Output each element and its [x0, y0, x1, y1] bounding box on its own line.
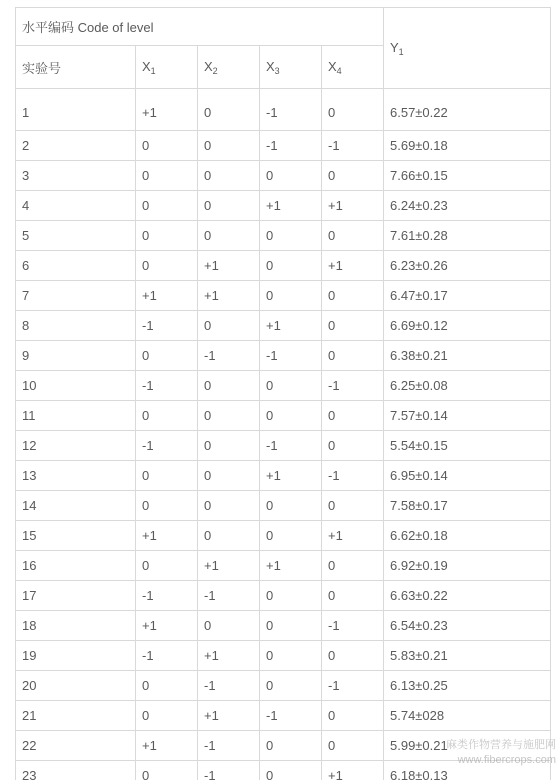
cell-y1: 5.69±0.18	[384, 131, 551, 161]
cell-x3: +1	[260, 191, 322, 221]
y1-header: $Y_1$	[384, 8, 551, 89]
cell-x2: +1	[198, 251, 260, 281]
cell-x1: 0	[136, 491, 198, 521]
watermark	[446, 738, 556, 768]
cell-experiment-no: 9	[16, 341, 136, 371]
experiment-table	[15, 7, 551, 780]
watermark-line-2: www.fibercrops.com	[457, 754, 556, 766]
cell-x3: +1	[260, 551, 322, 581]
cell-x2: -1	[198, 731, 260, 761]
cell-y1: 6.24±0.23	[384, 191, 551, 221]
cell-x1: 0	[136, 461, 198, 491]
cell-x2: 0	[198, 431, 260, 461]
cell-x4: 0	[322, 89, 384, 131]
cell-x3: -1	[260, 341, 322, 371]
cell-x3: 0	[260, 251, 322, 281]
table-row	[16, 611, 551, 641]
cell-x2: 0	[198, 371, 260, 401]
table-row	[16, 401, 551, 431]
cell-x1: 0	[136, 221, 198, 251]
cell-x1: +1	[136, 521, 198, 551]
x1-header: $X_1$	[136, 46, 198, 89]
cell-x4: -1	[322, 611, 384, 641]
table-row	[16, 671, 551, 701]
cell-x1: -1	[136, 431, 198, 461]
cell-x1: -1	[136, 311, 198, 341]
cell-x1: -1	[136, 371, 198, 401]
cell-x3: 0	[260, 611, 322, 641]
cell-x3: 0	[260, 581, 322, 611]
cell-x1: 0	[136, 191, 198, 221]
cell-x2: +1	[198, 551, 260, 581]
cell-x3: 0	[260, 641, 322, 671]
cell-experiment-no: 23	[16, 761, 136, 780]
cell-x3: -1	[260, 89, 322, 131]
table-row	[16, 371, 551, 401]
cell-x2: 0	[198, 221, 260, 251]
cell-y1: 5.74±028	[384, 701, 551, 731]
cell-x2: 0	[198, 89, 260, 131]
cell-experiment-no: 21	[16, 701, 136, 731]
cell-x4: 0	[322, 281, 384, 311]
table-row	[16, 89, 551, 131]
cell-x3: 0	[260, 371, 322, 401]
experiment-no-header: 实验号	[16, 46, 136, 89]
cell-y1: 5.83±0.21	[384, 641, 551, 671]
cell-x2: 0	[198, 461, 260, 491]
code-of-level-header: 水平编码 Code of level	[16, 8, 384, 46]
cell-y1: 5.99±0.21	[384, 731, 551, 761]
cell-experiment-no: 3	[16, 161, 136, 191]
cell-x2: 0	[198, 191, 260, 221]
cell-x3: 0	[260, 161, 322, 191]
cell-experiment-no: 5	[16, 221, 136, 251]
cell-x3: 0	[260, 281, 322, 311]
cell-x4: 0	[322, 341, 384, 371]
cell-x1: 0	[136, 341, 198, 371]
cell-x2: +1	[198, 281, 260, 311]
cell-x2: -1	[198, 581, 260, 611]
cell-x3: 0	[260, 401, 322, 431]
cell-x1: -1	[136, 641, 198, 671]
table-row	[16, 641, 551, 671]
cell-experiment-no: 19	[16, 641, 136, 671]
cell-y1: 6.25±0.08	[384, 371, 551, 401]
cell-x1: 0	[136, 401, 198, 431]
cell-x3: +1	[260, 311, 322, 341]
cell-x1: +1	[136, 89, 198, 131]
table-row	[16, 281, 551, 311]
cell-experiment-no: 12	[16, 431, 136, 461]
table-row	[16, 431, 551, 461]
cell-experiment-no: 18	[16, 611, 136, 641]
cell-x1: +1	[136, 281, 198, 311]
table-row	[16, 461, 551, 491]
cell-experiment-no: 10	[16, 371, 136, 401]
cell-x4: +1	[322, 761, 384, 780]
cell-x2: 0	[198, 491, 260, 521]
cell-experiment-no: 7	[16, 281, 136, 311]
cell-experiment-no: 15	[16, 521, 136, 551]
cell-x2: 0	[198, 521, 260, 551]
cell-x1: 0	[136, 161, 198, 191]
cell-experiment-no: 6	[16, 251, 136, 281]
cell-x4: 0	[322, 401, 384, 431]
cell-x1: 0	[136, 131, 198, 161]
cell-experiment-no: 16	[16, 551, 136, 581]
table-row	[16, 551, 551, 581]
cell-experiment-no: 17	[16, 581, 136, 611]
cell-x4: +1	[322, 191, 384, 221]
x2-header: $X_2$	[198, 46, 260, 89]
cell-x3: 0	[260, 521, 322, 551]
cell-y1: 6.18±0.13	[384, 761, 551, 780]
table-row	[16, 521, 551, 551]
cell-y1: 6.57±0.22	[384, 89, 551, 131]
cell-x4: 0	[322, 641, 384, 671]
cell-y1: 6.69±0.12	[384, 311, 551, 341]
table-row	[16, 311, 551, 341]
cell-y1: 6.95±0.14	[384, 461, 551, 491]
cell-y1: 6.13±0.25	[384, 671, 551, 701]
table-row	[16, 161, 551, 191]
cell-experiment-no: 14	[16, 491, 136, 521]
table-row	[16, 251, 551, 281]
cell-x2: -1	[198, 671, 260, 701]
cell-x3: 0	[260, 731, 322, 761]
cell-x4: -1	[322, 131, 384, 161]
cell-x1: 0	[136, 551, 198, 581]
table-body	[16, 89, 551, 780]
cell-x1: 0	[136, 761, 198, 780]
cell-experiment-no: 8	[16, 311, 136, 341]
cell-y1: 7.66±0.15	[384, 161, 551, 191]
cell-x4: 0	[322, 731, 384, 761]
cell-experiment-no: 2	[16, 131, 136, 161]
cell-experiment-no: 20	[16, 671, 136, 701]
x4-header: $X_4$	[322, 46, 384, 89]
table-row	[16, 221, 551, 251]
table-row	[16, 341, 551, 371]
header-row-1	[16, 8, 551, 46]
cell-y1: 7.57±0.14	[384, 401, 551, 431]
cell-x4: 0	[322, 701, 384, 731]
cell-x2: 0	[198, 161, 260, 191]
cell-x4: 0	[322, 431, 384, 461]
cell-x1: +1	[136, 611, 198, 641]
cell-x4: -1	[322, 461, 384, 491]
cell-y1: 6.62±0.18	[384, 521, 551, 551]
cell-x4: 0	[322, 161, 384, 191]
cell-experiment-no: 4	[16, 191, 136, 221]
cell-x4: 0	[322, 221, 384, 251]
table-row	[16, 581, 551, 611]
cell-x4: 0	[322, 581, 384, 611]
cell-x3: -1	[260, 131, 322, 161]
cell-experiment-no: 11	[16, 401, 136, 431]
cell-x4: 0	[322, 311, 384, 341]
cell-x4: +1	[322, 251, 384, 281]
cell-x2: -1	[198, 341, 260, 371]
cell-x3: 0	[260, 761, 322, 780]
cell-x3: -1	[260, 431, 322, 461]
cell-y1: 6.92±0.19	[384, 551, 551, 581]
cell-x3: -1	[260, 701, 322, 731]
cell-x4: -1	[322, 671, 384, 701]
cell-x4: +1	[322, 521, 384, 551]
cell-x1: 0	[136, 251, 198, 281]
cell-x2: 0	[198, 611, 260, 641]
x3-header: $X_3$	[260, 46, 322, 89]
cell-x4: 0	[322, 551, 384, 581]
cell-y1: 6.47±0.17	[384, 281, 551, 311]
cell-experiment-no: 13	[16, 461, 136, 491]
cell-x2: 0	[198, 311, 260, 341]
cell-x3: 0	[260, 491, 322, 521]
cell-x2: +1	[198, 641, 260, 671]
table-row	[16, 491, 551, 521]
table-row	[16, 191, 551, 221]
cell-x4: 0	[322, 491, 384, 521]
table-row	[16, 131, 551, 161]
cell-x2: -1	[198, 761, 260, 780]
cell-x3: +1	[260, 461, 322, 491]
cell-experiment-no: 1	[16, 89, 136, 131]
cell-x3: 0	[260, 671, 322, 701]
cell-x1: -1	[136, 581, 198, 611]
cell-x3: 0	[260, 221, 322, 251]
cell-x2: +1	[198, 701, 260, 731]
cell-experiment-no: 22	[16, 731, 136, 761]
cell-y1: 5.54±0.15	[384, 431, 551, 461]
cell-x1: +1	[136, 731, 198, 761]
cell-x2: 0	[198, 401, 260, 431]
cell-x1: 0	[136, 671, 198, 701]
cell-y1: 7.61±0.28	[384, 221, 551, 251]
cell-x1: 0	[136, 701, 198, 731]
cell-x2: 0	[198, 131, 260, 161]
cell-y1: 6.63±0.22	[384, 581, 551, 611]
cell-x4: -1	[322, 371, 384, 401]
cell-y1: 6.23±0.26	[384, 251, 551, 281]
cell-y1: 6.38±0.21	[384, 341, 551, 371]
watermark-line-1: 麻类作物营养与施肥网	[446, 739, 556, 751]
cell-y1: 6.54±0.23	[384, 611, 551, 641]
cell-y1: 7.58±0.17	[384, 491, 551, 521]
table-row	[16, 701, 551, 731]
